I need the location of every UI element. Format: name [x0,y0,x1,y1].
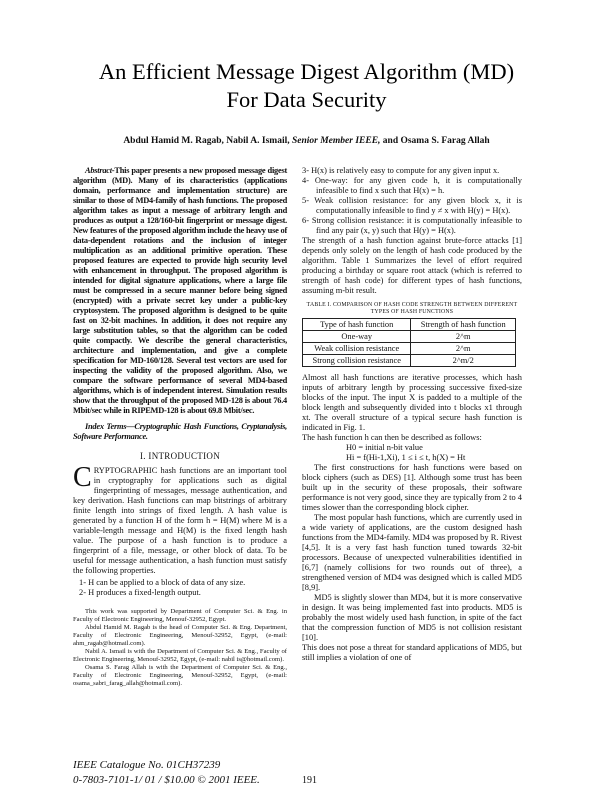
paragraph-strength: The strength of a hash function against brute-force attacks [1] depends only solely on the length of hash code produced by the algorithm. Table 1 Summarizes the level of effort required producing a birthday or square root attack (which is referred to strength of hash code) for different types of hash functions, assuming m-bit result. [302,236,522,295]
introduction-text: RYPTOGRAPHIC hash functions are an important tool in cryptography for applications such as digital fingerprinting of messages, message authentication, and key derivation. Hash functions can map bitstrings of arbitrary finite length into strings of fixed length. A hash value is generated by a function H of the form h = H(M) where M is a variable-length message and H(M) is the fixed length hash value. The purpose of a hash function is to produce a fingerprint of a file, message, or other block of data. To be useful for message authentication, a hash function must satisfy the following properties. [73,466,287,575]
author-names: Abdul Hamid M. Ragab, Nabil A. Ismail, [123,136,290,146]
hash-strength-table [302,318,516,367]
equation-h0: H0 = initial n-bit value [346,443,423,452]
table-row [303,355,516,367]
paragraph-first-constructions: The first constructions for hash functions were based on block ciphers (such as DES) [1]. Although some trust has been built up in the security of these proposals, their software performance is not very good, since they are typically from 2 to 4 times slower than the corresponding block cipher. [302,463,522,512]
publication-info [73,758,287,788]
paragraph-threat: This does not pose a threat for standard applications of MD5, but still implies a violation of one of [302,643,522,662]
paper-title [0,58,613,114]
right-column-lower [302,373,522,663]
paragraph-popular: The most popular hash functions, which are currently used in a wide variety of applications, are the custom designed hash functions from the MD4-family. MD4 was proposed by R. Rivest [4,5]. It is a very fast hash function tuned towards 32-bit processors. Because of unexpected vulnerabilities identified in [6,7] (namely collisions for two rounds out of three), a strengthened version of MD4 was designed which is called MD5 [8,9]. [302,513,522,592]
drop-cap: C [73,462,92,493]
table-cell: Weak collision resistance [303,343,411,355]
title-line-1: An Efficient Message Digest Algorithm (MD) [98,59,515,84]
equation-hi: Hi = f(Hi-1,Xi), 1 ≤ i ≤ t, h(X) = Ht [346,453,466,462]
section-heading-introduction: I. INTRODUCTION [140,451,220,461]
title-line-2: For Data Security [226,87,387,112]
authors [0,136,613,146]
property-5: 5- Weak collision resistance: for any given block x, it is computationally infeasible to find y ≠ x with H(y) = H(x). [302,196,522,215]
table-cell: One-way [303,331,411,343]
footnote: Nabil A. Ismail is with the Department of Computer Sci. & Eng., Faculty of Electronic Engineering, Menouf-32952, Egypt, (e-mail: nabil is@hotmail.com). [73,648,287,663]
property-4: 4- One-way: for any given code h, it is computationally infeasible to find x such that H(x) = h. [302,176,522,195]
index-terms-label: Index Terms [85,422,127,431]
property-6: 6- Strong collision resistance: it is computationally infeasible to find any pair (x, y) such that H(y) = H(x). [302,216,522,235]
footnotes [73,608,287,688]
introduction-body [73,462,287,598]
table-cell: Strong collision resistance [303,355,411,367]
table-header-row [303,319,516,331]
right-column [302,166,522,788]
right-column-upper [302,166,522,296]
page-number: 191 [302,775,317,786]
table-row [303,343,516,355]
paragraph-described: The hash function h can then be described as follows: [302,433,482,442]
index-terms [73,422,287,442]
table-1 [302,302,522,367]
abstract-label: Abstract- [85,166,115,175]
catalogue-number: IEEE Catalogue No. 01CH37239 [73,759,221,771]
abstract-text: This paper presents a new proposed message digest algorithm (MD). Many of its characteristics (applications domain, performance and implementation structure) are similar to those of MD4-family of hash functions. The proposed algorithm takes as input a message of arbitrary length and produces as output a 128/160-bit fingerprint or message digest. New features of the proposed algorithm include the heavy use of data-dependent rotations and the inclusion of integer multiplication as an additional primitive operation. These proposed features are expected to provide high security level with enhancement in throughput. The proposed algorithm is intended for digital signature applications, where a large file must be compressed in a secure manner before being signed (encrypted) with a private secret key under a public-key cryptosystem. The proposed algorithm is designed to be quite fast on 32-bit machines. In addition, it does not require any large substitution tables, so that the algorithm can be coded quite compactly. We describe the general characteristics, architecture and implementation, and give a complete specification for MD-160/128. Several test vectors are used for inspecting the validity of the proposed algorithm. Also, we compare the software performance of several MD4-based algorithms, which is of independent interest. Simulation results show that the throughput of the proposed MD-128 is about 76.4 Mbit/sec while in RIPEMD-128 is about 69.8 Mbit/sec. [73,166,287,415]
property-3: 3- H(x) is relatively easy to compute for any given input x. [302,166,500,175]
property-1: 1- H can be applied to a block of data of any size. [79,578,246,587]
abstract [73,166,287,416]
table-cell-strength: 2^m [411,343,516,355]
paragraph-md5: MD5 is slightly slower than MD4, but it is more conservative in design. It was being implemented fast into products. MD5 is probably the most widely used hash function, in spite of the fact that the compression function of MD5 is not collision resistant [10]. [302,593,522,642]
table-header: Strength of hash function [411,319,516,331]
footnote: This work was supported by Department of Computer Sci. & Eng. in Faculty of Electronic Engineering, Menouf-32952, Egypt. [73,608,287,623]
table-header: Type of hash function [303,319,411,331]
isbn-copyright: 0-7803-7101-1/ 01 / $10.00 © 2001 IEEE. [73,774,260,786]
paragraph-iterative: Almost all hash functions are iterative processes, which hash inputs of arbitrary length by processing successive fixed-size blocks of the input. The input X is padded to a multiple of the block length and subsequently divided into t blocks x1 through xt. The overall structure of a typical secure hash function is indicated in Fig. 1. [302,373,522,432]
left-column [73,166,287,788]
table-row [303,331,516,343]
footnote: Abdul Hamid M. Ragab is the head of Computer Sci. & Eng. Department, Faculty of Electronic Engineering, Menouf-32952, Egypt, (e-mail: ahm_ragab@hotmail.com). [73,624,287,647]
table-cell-strength: 2^m [411,331,516,343]
author-names-last: and Osama S. Farag Allah [382,136,490,146]
index-terms-text: —Cryptographic Hash Functions, Cryptanalysis, Software Performance. [73,422,287,441]
property-2: 2- H produces a fixed-length output. [79,588,201,597]
table-cell-strength: 2^m/2 [411,355,516,367]
author-role: Senior Member IEEE, [291,136,381,146]
table-caption: TABLE I. COMPARISON OF HASH CODE STRENGTH BETWEEN DIFFERENT TYPES OF HASH FUNCTIONS [306,302,518,315]
footnote: Osama S. Farag Allah is with the Department of Computer Sci. & Eng., Faculty of Electronic Engineering, Menouf-32952, Egypt, (e-mail: osama_sabri_farag_allah@hotmail.com). [73,664,287,687]
